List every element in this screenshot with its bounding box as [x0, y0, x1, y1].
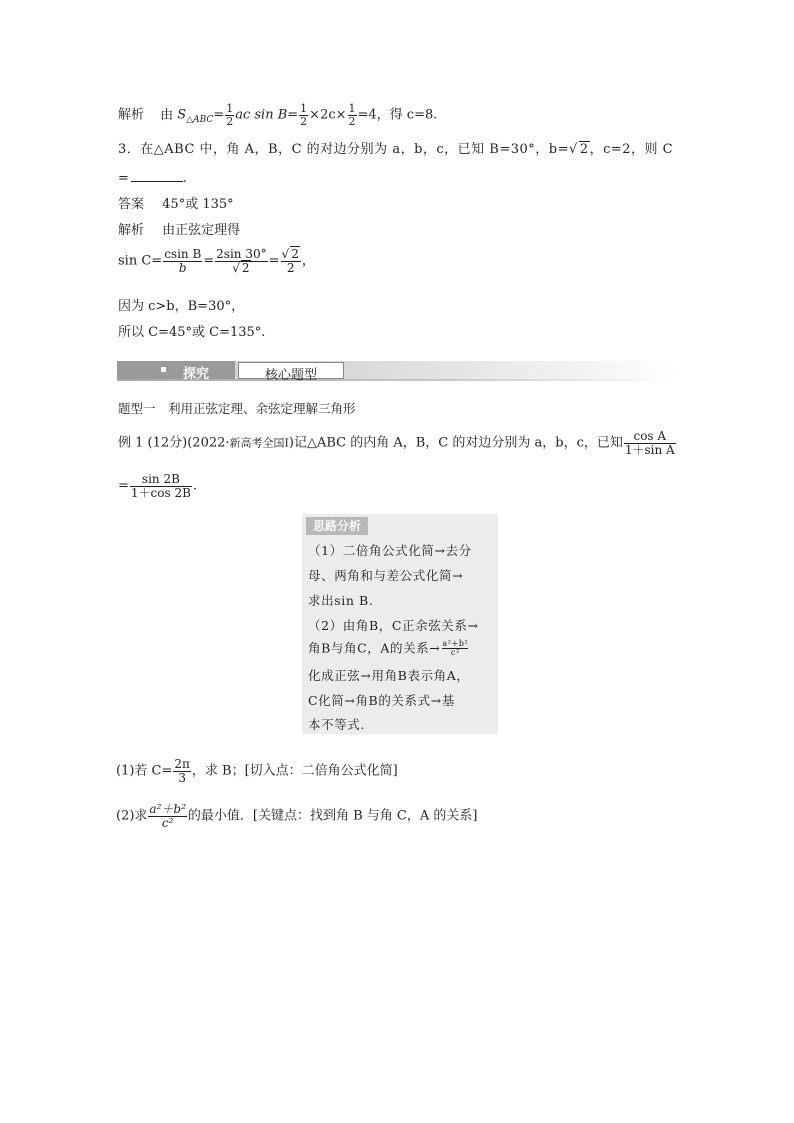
sin-c-lhs: sin C= [118, 253, 163, 269]
fraction-denominator: b [178, 260, 187, 275]
fraction-denominator: √ 2 [232, 260, 250, 275]
answer-3 [118, 198, 234, 211]
fraction-denominator: 2 [286, 260, 295, 275]
fraction-denominator: 1＋cos 2B [130, 485, 191, 500]
answer-blank [131, 170, 183, 182]
hint-line-text: 角B与角C，A的关系→ [308, 640, 441, 656]
question-3-equals: = [118, 171, 129, 186]
answer-label: 答案 [118, 197, 145, 212]
area-symbol: S [177, 107, 187, 123]
equals-sign: = [203, 253, 215, 269]
part-2 [116, 803, 477, 829]
question-3-blank-line: = . [118, 171, 188, 186]
sqrt-sign: √ [569, 142, 578, 157]
fraction-denominator: 2 [348, 114, 356, 128]
fraction-sqrt2-over-2 [281, 248, 301, 274]
hint-line: 求出sin B. [308, 593, 374, 608]
fraction-denominator: c² [450, 648, 460, 658]
hint-line-with-fraction [308, 640, 470, 658]
example-1-line [118, 430, 677, 456]
question-3-text: 3．在△ABC 中，角 A，B，C 的对边分别为 a，b，c，已知 B=30°，b= [118, 142, 570, 157]
area-expression-2: ×2c× [309, 107, 347, 123]
sqrt-radicand: 2 [291, 247, 299, 261]
fraction-denominator: 1＋sin A [624, 442, 675, 457]
hint-line: （1）二倍角公式化简→去分 [308, 543, 472, 558]
example-1-line-2 [118, 473, 197, 499]
banner-dark-segment [117, 361, 235, 379]
banner-bullet-icon [161, 367, 166, 372]
equals-sign: = [213, 107, 225, 123]
hint-line: （2）由角B，C正余弦关系→ [308, 618, 479, 633]
hint-line: 母、两角和与差公式化简→ [308, 568, 464, 583]
sqrt-radicand: 2 [241, 260, 250, 275]
area-result: =4，得 c=8. [357, 107, 438, 123]
solution-3-heading [118, 224, 240, 237]
hint-line: C化简→角B的关系式→基 [308, 693, 455, 708]
question-type-title: 题型一 利用正弦定理、余弦定理解三角形 [118, 401, 356, 416]
fraction-numerator: a²+b² [442, 639, 469, 648]
banner-label-core: 核心题型 [264, 368, 317, 383]
fraction-numerator: 1 [226, 102, 234, 115]
fraction-2sin30-over-sqrt2 [215, 248, 267, 274]
hint-line: 本不等式. [308, 717, 365, 732]
solution-label: 解析 [118, 107, 145, 123]
solution-3-formula [118, 248, 315, 274]
solution-2-line [118, 103, 437, 127]
question-3-tail: ，c=2，则 C [589, 142, 674, 157]
solution-label: 解析 [118, 223, 145, 238]
example-prefix: 例 1 (12分)(2022· [118, 435, 230, 451]
part-1-prefix: (1)若 C= [116, 763, 173, 779]
fraction-numerator: √ 2 [281, 247, 299, 261]
banner-box [238, 362, 344, 383]
period: . [192, 478, 198, 494]
fraction-cosA-over-1-plus-sinA [624, 430, 676, 456]
fraction-denominator: 2 [226, 114, 234, 128]
comma: ， [301, 253, 315, 269]
question-3 [118, 143, 673, 156]
hint-title: 思路分析 [306, 517, 368, 535]
hint-line: 化成正弦→用角B表示角A， [308, 668, 470, 683]
fraction-denominator: 3 [178, 770, 186, 785]
fraction-half [299, 103, 308, 127]
equals-sign: = [118, 478, 129, 494]
solution-3-line-2: 因为 c>b，B=30°， [118, 299, 245, 314]
solution-3-line-3: 所以 C=45°或 C=135°. [118, 325, 266, 340]
fraction-2pi-over-3 [173, 758, 191, 784]
fraction-numerator: 2π [174, 757, 190, 771]
fraction-denominator: 2 [300, 114, 308, 128]
answer-value: 45°或 135° [162, 197, 234, 212]
solution-intro: 由 [160, 107, 178, 123]
example-text: )记△ABC 的内角 A，B，C 的对边分别为 a，b，c，已知 [288, 435, 623, 451]
area-expression: ac sin B [235, 107, 288, 123]
fraction-numerator: sin 2B [130, 473, 192, 487]
fraction-half [225, 103, 234, 127]
fraction-numerator: cos A [624, 430, 676, 444]
fraction-a2b2-over-c2 [442, 640, 468, 658]
fraction-csinb-over-b [163, 248, 202, 274]
section-banner [117, 361, 677, 381]
fraction-a2b2-over-c2 [148, 803, 186, 829]
fraction-sin2B-over-1-plus-cos2B [130, 473, 192, 499]
fraction-numerator: a²＋b² [149, 802, 186, 816]
banner-label-explore: 探究 [183, 367, 210, 382]
fraction-numerator: csin B [164, 247, 202, 261]
fraction-denominator: c² [161, 815, 174, 830]
solution-text: 由正弦定理得 [162, 223, 241, 238]
area-subscript: △ABC [186, 115, 214, 126]
fraction-numerator: 2sin 30° [216, 247, 267, 261]
part-2-suffix: 的最小值．[关键点：找到角 B 与角 C，A 的关系] [187, 808, 478, 824]
fraction-numerator: 1 [300, 102, 308, 115]
equals-sign: = [287, 107, 299, 123]
hint-box [302, 514, 498, 734]
part-2-prefix: (2)求 [116, 808, 148, 824]
fraction-numerator: 1 [348, 102, 356, 115]
part-1-suffix: ，求 B；[切入点：二倍角公式化简] [191, 763, 398, 779]
sqrt-radicand: 2 [579, 142, 589, 157]
part-1 [116, 758, 398, 784]
equals-sign: = [268, 253, 280, 269]
fraction-half [348, 103, 357, 127]
example-source: 新高考全国Ⅰ [229, 436, 289, 450]
